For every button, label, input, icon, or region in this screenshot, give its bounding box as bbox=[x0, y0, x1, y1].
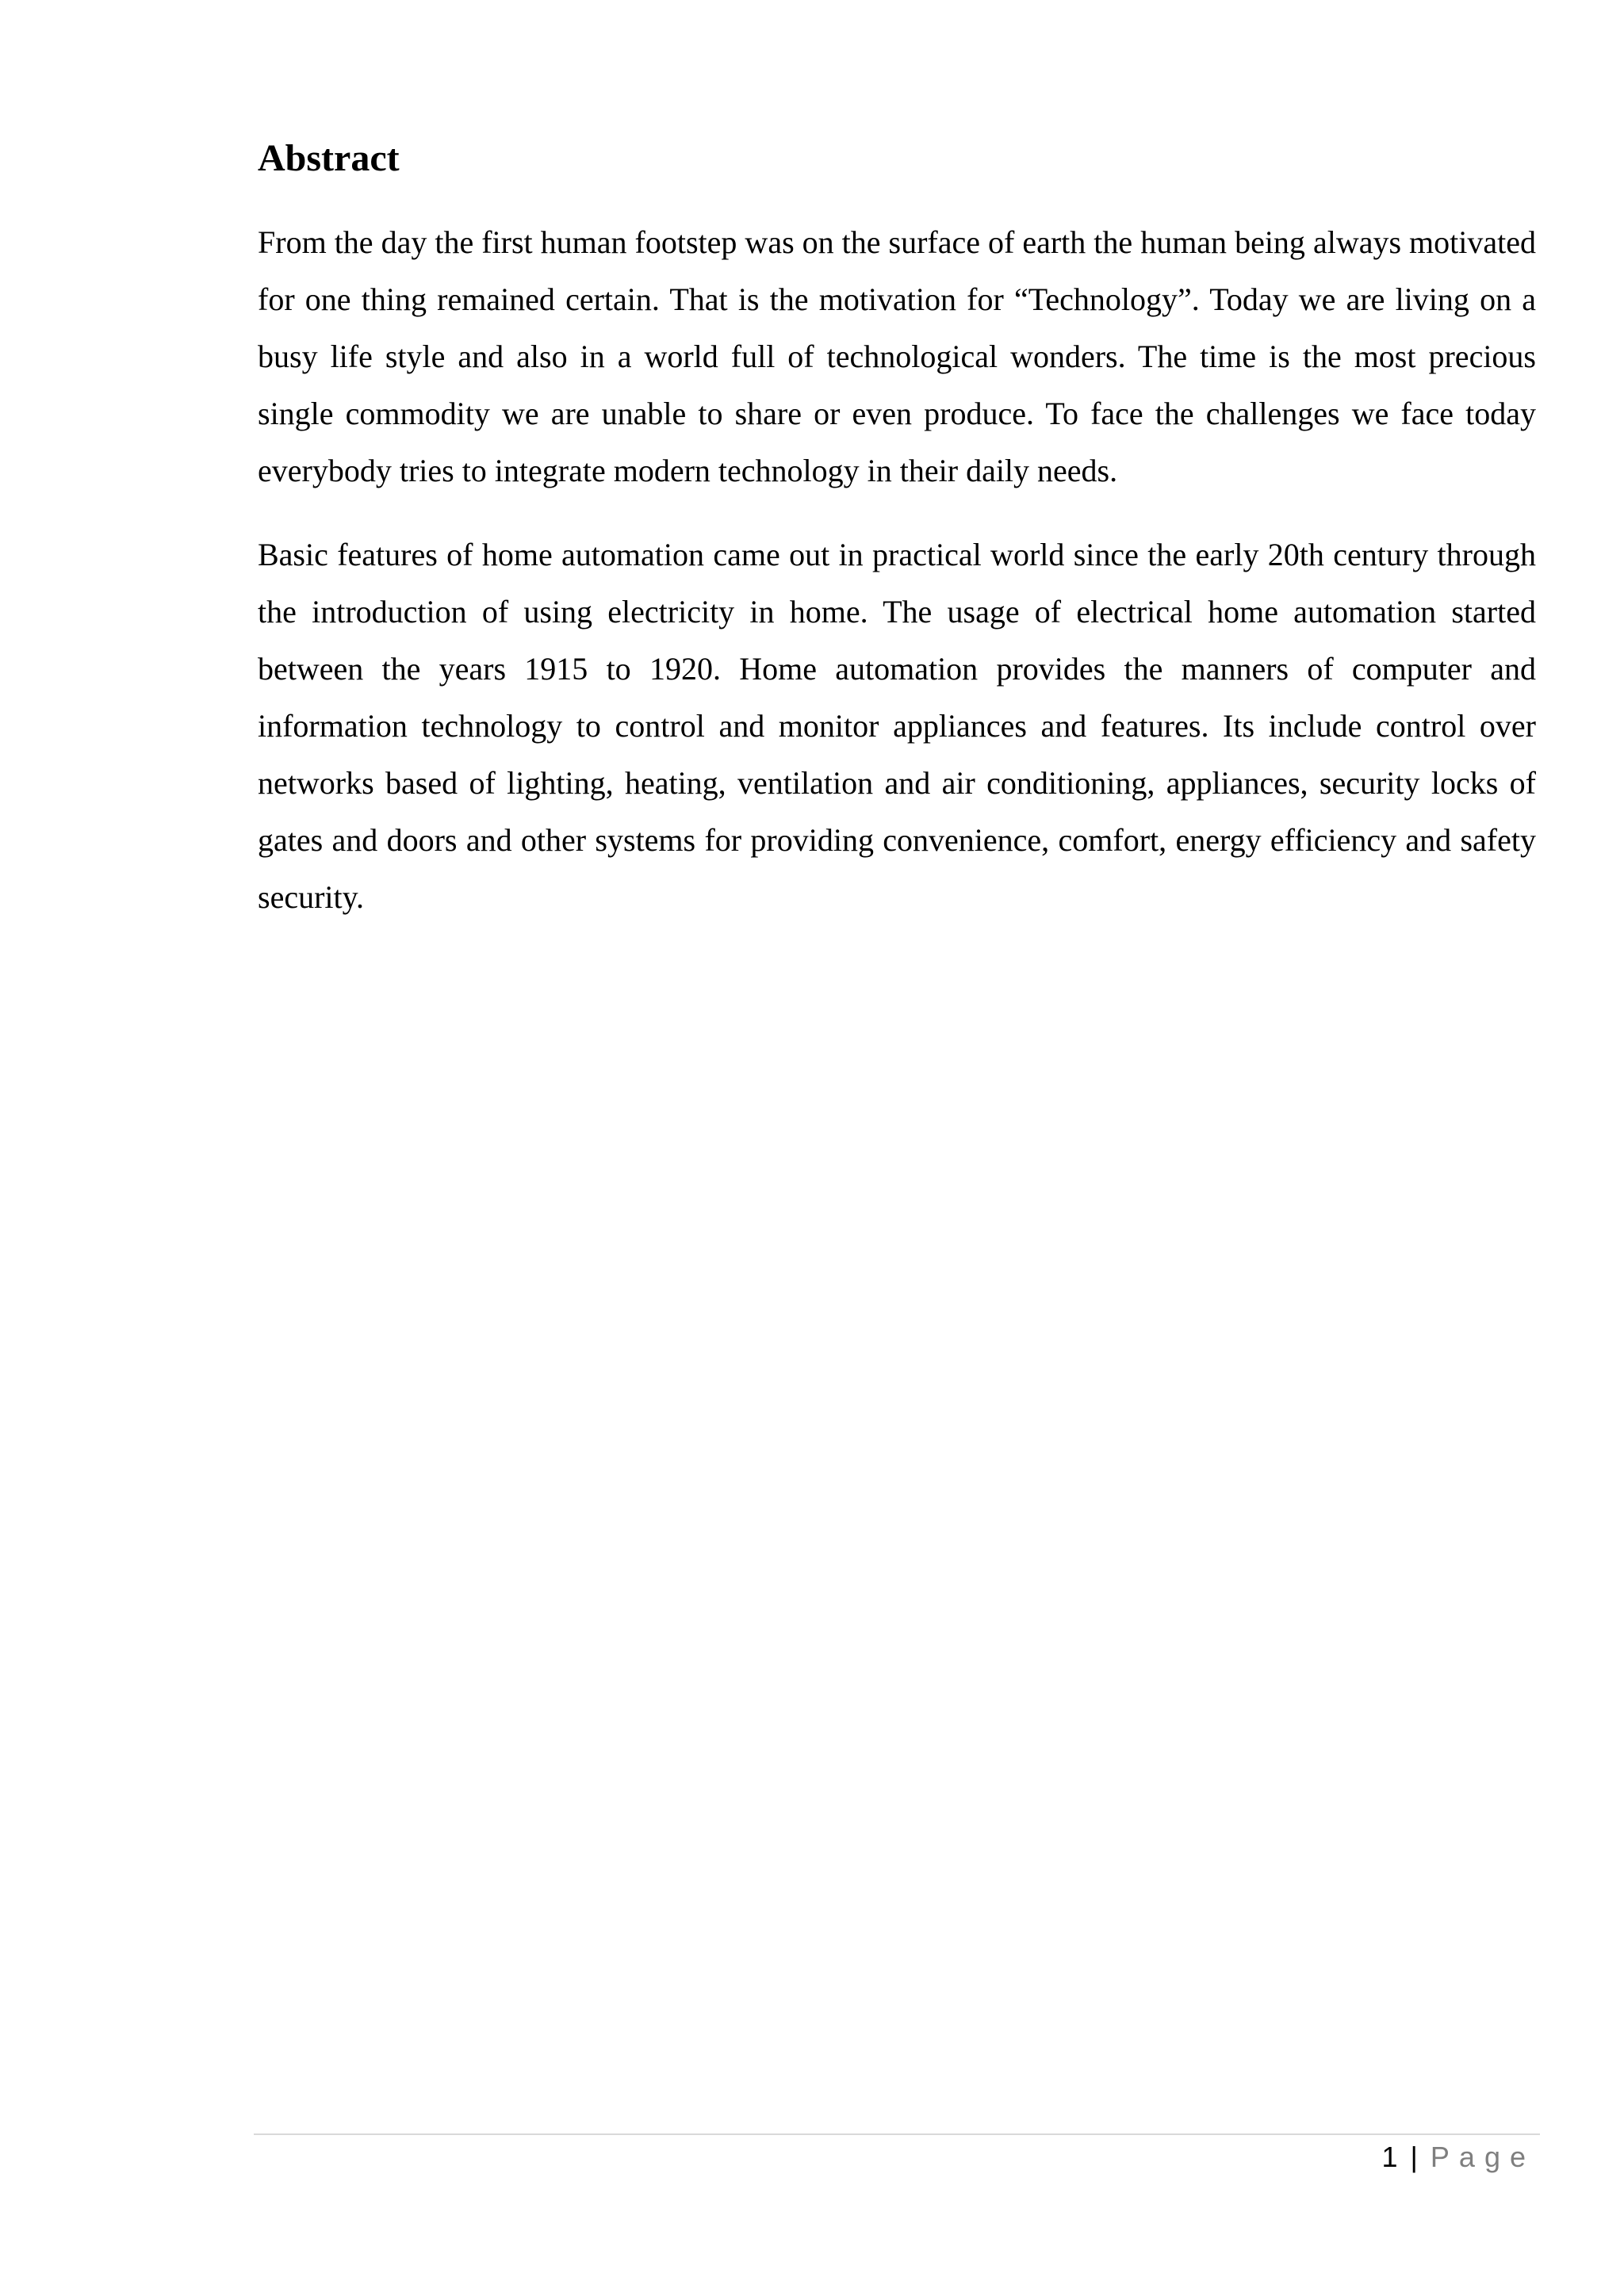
page-label: Page bbox=[1430, 2141, 1535, 2173]
document-body bbox=[258, 133, 1536, 953]
footer-divider bbox=[254, 2133, 1540, 2135]
section-heading: Abstract bbox=[258, 137, 400, 179]
page-number: 1 bbox=[1381, 2141, 1398, 2173]
page-footer bbox=[1382, 2138, 1536, 2176]
paragraph-1: From the day the first human footstep was on the surface of earth the human being always motivated for one thing remained certain. That is the motivation for “Technology”. Today we are living on a busy life style and also in a world full of technological wonders. The time is the most precious single commodity we are unable to share or even produce. To face the challenges we face today everybody tries to integrate modern technology in their daily needs. bbox=[258, 224, 1536, 488]
footer-separator: | bbox=[1410, 2141, 1418, 2173]
paragraph-2: Basic features of home automation came out in practical world since the early 20th century through the introduction of using electricity in home. The usage of electrical home automation started between the years 1915 to 1920. Home automation provides the manners of computer and information technology to control and monitor appliances and features. Its include control over networks based of lighting, heating, ventilation and air conditioning, appliances, security locks of gates and doors and other systems for providing convenience, comfort, energy efficiency and safety security. bbox=[258, 537, 1536, 915]
